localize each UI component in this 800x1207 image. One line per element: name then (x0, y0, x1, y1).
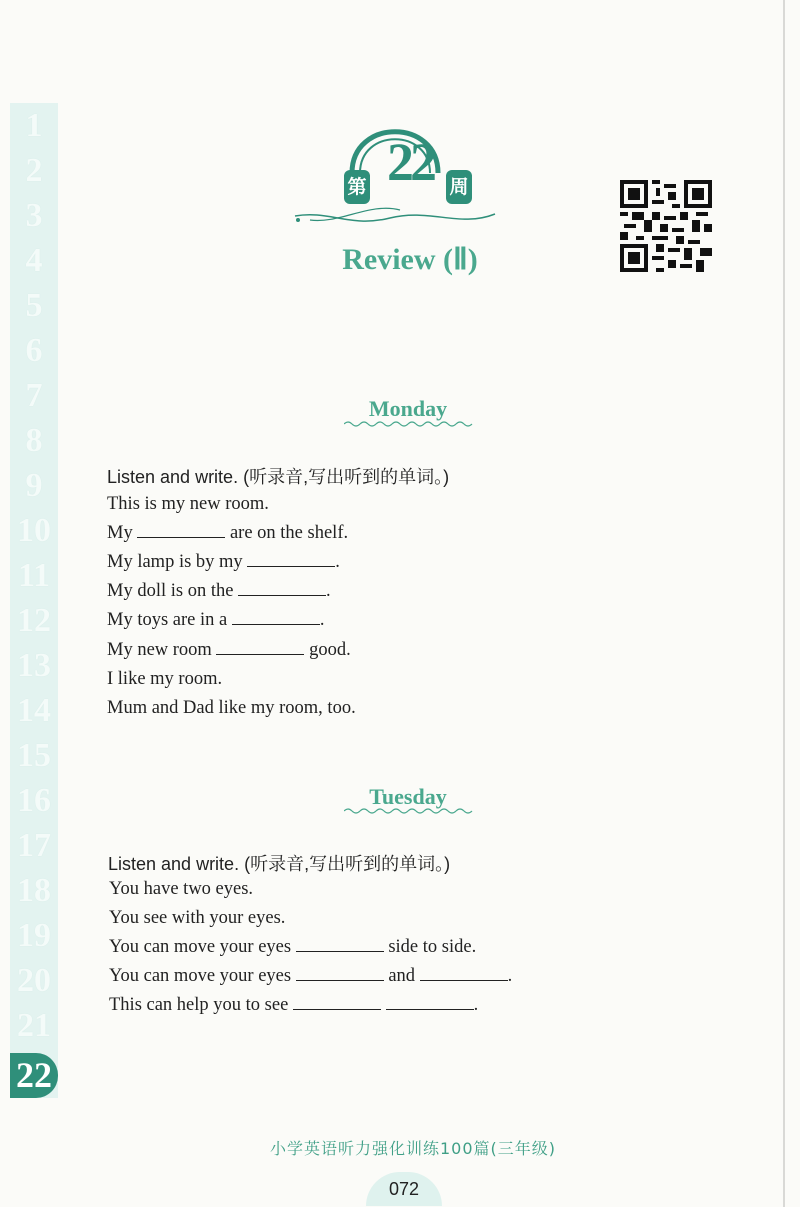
week-tab-3[interactable]: 3 (25, 197, 43, 234)
answer-blank[interactable] (216, 640, 304, 655)
week-tab-2[interactable]: 2 (25, 152, 43, 189)
monday-line-2: My are on the shelf. (107, 523, 349, 543)
monday-heading: Monday (368, 396, 448, 421)
answer-blank[interactable] (247, 552, 335, 567)
answer-blank[interactable] (386, 995, 474, 1010)
week-tab-7[interactable]: 7 (25, 377, 43, 414)
week-tab-19[interactable]: 19 (17, 917, 51, 954)
monday-line-3: My lamp is by my . (107, 552, 340, 572)
monday-line-8: Mum and Dad like my room, too. (107, 698, 356, 718)
monday-line-6: My new room good. (107, 640, 351, 660)
answer-blank[interactable] (420, 966, 508, 981)
wavy-underline (344, 420, 474, 428)
monday-instruction: Listen and write. (听录音,写出听到的单词。) (107, 467, 450, 487)
tuesday-line-3: You can move your eyes side to side. (109, 937, 477, 957)
week-tab-17[interactable]: 17 (17, 827, 51, 864)
week-tab-11[interactable]: 11 (17, 557, 51, 594)
page-number: 072 (366, 1172, 442, 1206)
week-tab-6[interactable]: 6 (25, 332, 43, 369)
tuesday-heading: Tuesday (369, 784, 447, 809)
answer-blank[interactable] (296, 966, 384, 981)
tuesday-line-5: This can help you to see . (109, 995, 479, 1015)
week-prefix-badge: 第 (344, 170, 370, 204)
week-tab-20[interactable]: 20 (17, 962, 51, 999)
week-tab-8[interactable]: 8 (25, 422, 43, 459)
week-tab-22-active[interactable]: 22 (10, 1053, 58, 1098)
week-tab-13[interactable]: 13 (17, 647, 51, 684)
tuesday-line-2: You see with your eyes. (109, 908, 286, 928)
week-tab-10[interactable]: 10 (17, 512, 51, 549)
tuesday-instruction: Listen and write. (听录音,写出听到的单词。) (108, 854, 451, 874)
tuesday-line-4: You can move your eyes and . (109, 966, 513, 986)
week-tab-4[interactable]: 4 (25, 242, 43, 279)
answer-blank[interactable] (232, 610, 320, 625)
answer-blank[interactable] (137, 523, 225, 538)
week-tab-9[interactable]: 9 (25, 467, 43, 504)
answer-blank[interactable] (296, 937, 384, 952)
page-edge-line (783, 0, 785, 1207)
week-suffix-badge: 周 (446, 170, 472, 204)
wavy-underline (344, 807, 474, 815)
qr-code-icon[interactable] (620, 180, 712, 272)
week-number: 22 (387, 132, 433, 192)
answer-blank[interactable] (238, 581, 326, 596)
page-title: Review (Ⅱ) (342, 243, 478, 276)
week-tab-16[interactable]: 16 (17, 782, 51, 819)
week-tab-21[interactable]: 21 (17, 1007, 51, 1044)
answer-blank[interactable] (293, 995, 381, 1010)
week-tab-14[interactable]: 14 (17, 692, 51, 729)
book-title: 小学英语听力强化训练100篇(三年级) (269, 1139, 557, 1158)
tuesday-line-1: You have two eyes. (109, 879, 254, 899)
monday-line-7: I like my room. (107, 669, 223, 689)
monday-line-4: My doll is on the . (107, 581, 331, 601)
week-tab-5[interactable]: 5 (25, 287, 43, 324)
week-tab-12[interactable]: 12 (17, 602, 51, 639)
monday-line-5: My toys are in a . (107, 610, 325, 630)
monday-line-1: This is my new room. (107, 494, 269, 514)
week-tab-15[interactable]: 15 (17, 737, 51, 774)
week-tab-18[interactable]: 18 (17, 872, 51, 909)
week-tab-1[interactable]: 1 (25, 107, 43, 144)
